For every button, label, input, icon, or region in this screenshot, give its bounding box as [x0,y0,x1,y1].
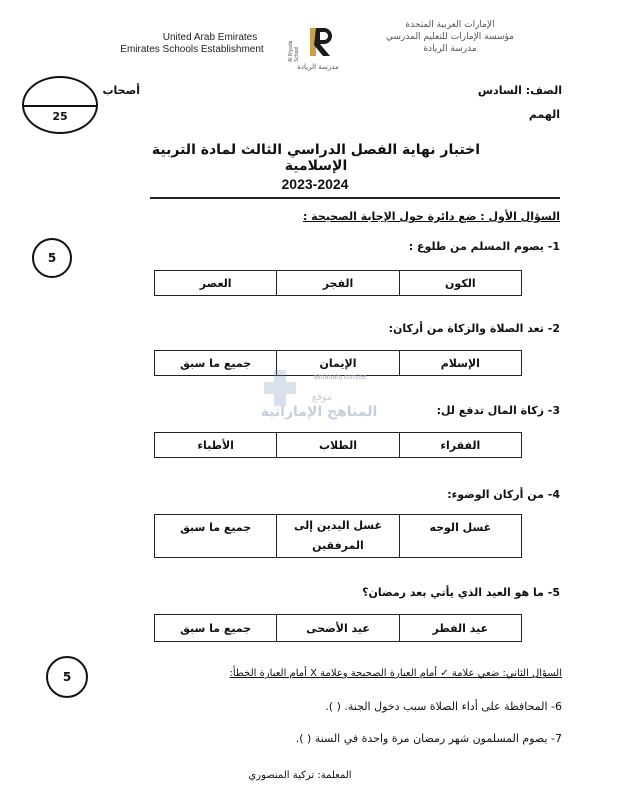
exam-year: 2023-2024 [281,176,349,192]
section2-score-circle [46,656,88,698]
grade-label: الصف: السادس [477,84,562,97]
statement-6: 6- المحافظة على أداء الصلاة سبب دخول الجنة. ( ). [325,700,562,713]
logo-caption: مدرسة الريادة [297,63,339,71]
question-4-text: 4- من أركان الوضوء: [447,488,560,501]
section1-score-circle [32,238,72,278]
section2-heading: السؤال الثاني: ضعي علامة ✓ أمام العبارة الصحيحة وعلامة X أمام العبارة الخطأ: [229,668,562,679]
q4-option-b[interactable]: غسل اليدين إلى المرفقين [277,515,399,558]
header-ar-line2: مؤسسة الإمارات للتعليم المدرسي [386,32,514,42]
watermark-site: موقع [311,392,333,403]
total-score-value: 25 [52,110,68,123]
statement-7: 7- يصوم المسلمون شهر رمضان مرة واحدة في السنة ( ). [295,732,562,745]
section-label: الهمم [528,108,560,121]
q5-option-b[interactable]: عيد الأضحى [277,615,399,642]
header-en-line2: Emirates Schools Establishment [120,44,264,55]
section1-heading: السؤال الأول : ضع دائرة حول الإجابة الصحيحة : [302,210,560,223]
header-ar-line1: الإمارات العربية المتحدة [405,20,495,30]
section1-score-value: 5 [47,251,57,265]
question-2-options [154,350,522,376]
q1-option-b[interactable]: الفجر [277,271,399,296]
section2-score-value: 5 [62,670,72,684]
header-ar-line3: مدرسة الريادة [423,44,477,54]
q1-option-a[interactable]: الكون [399,271,521,296]
watermark-name: المناهج الإماراتية [260,404,378,420]
q3-option-a[interactable]: الفقراء [399,433,521,458]
title-divider [150,197,560,199]
q3-option-b[interactable]: الطلاب [277,433,399,458]
q3-option-c[interactable]: الأطباء [155,433,277,458]
header-en-line1: United Arab Emirates [162,32,258,43]
question-2-text: 2- تعد الصلاة والزكاة من أركان: [388,322,560,335]
score-divider [24,105,96,107]
question-1-options [154,270,522,296]
q5-option-a[interactable]: عيد الفطر [399,615,521,642]
question-4-options [154,514,522,558]
q4-option-a[interactable]: غسل الوجه [399,515,521,558]
q4-option-c[interactable]: جميع ما سبق [155,515,277,558]
question-5-options [154,614,522,642]
question-5-text: 5- ما هو العيد الذي يأتي بعد رمضان؟ [362,586,560,599]
q2-option-b[interactable]: الإيمان [277,351,399,376]
total-score-circle [22,76,98,134]
q2-option-c[interactable]: جميع ما سبق [155,351,277,376]
q5-option-c[interactable]: جميع ما سبق [155,615,277,642]
logo-side-text: Al Riyada School [288,40,300,62]
exam-title: اختبار نهاية الفصل الدراسي الثالث لمادة التربية الإسلامية [151,142,481,174]
q2-option-a[interactable]: الإسلام [399,351,521,376]
question-3-text: 3- زكاة المال تدفع لل: [436,404,560,417]
q1-option-c[interactable]: العصر [155,271,277,296]
question-3-options [154,432,522,458]
question-1-text: 1- يصوم المسلم من طلوع : [408,240,560,253]
students-label: أصحاب [102,84,140,97]
teacher-name: المعلمة: تركية المنصوري [248,770,352,781]
watermark-url: almanahj.com/ae [313,374,367,381]
school-logo [296,20,340,64]
